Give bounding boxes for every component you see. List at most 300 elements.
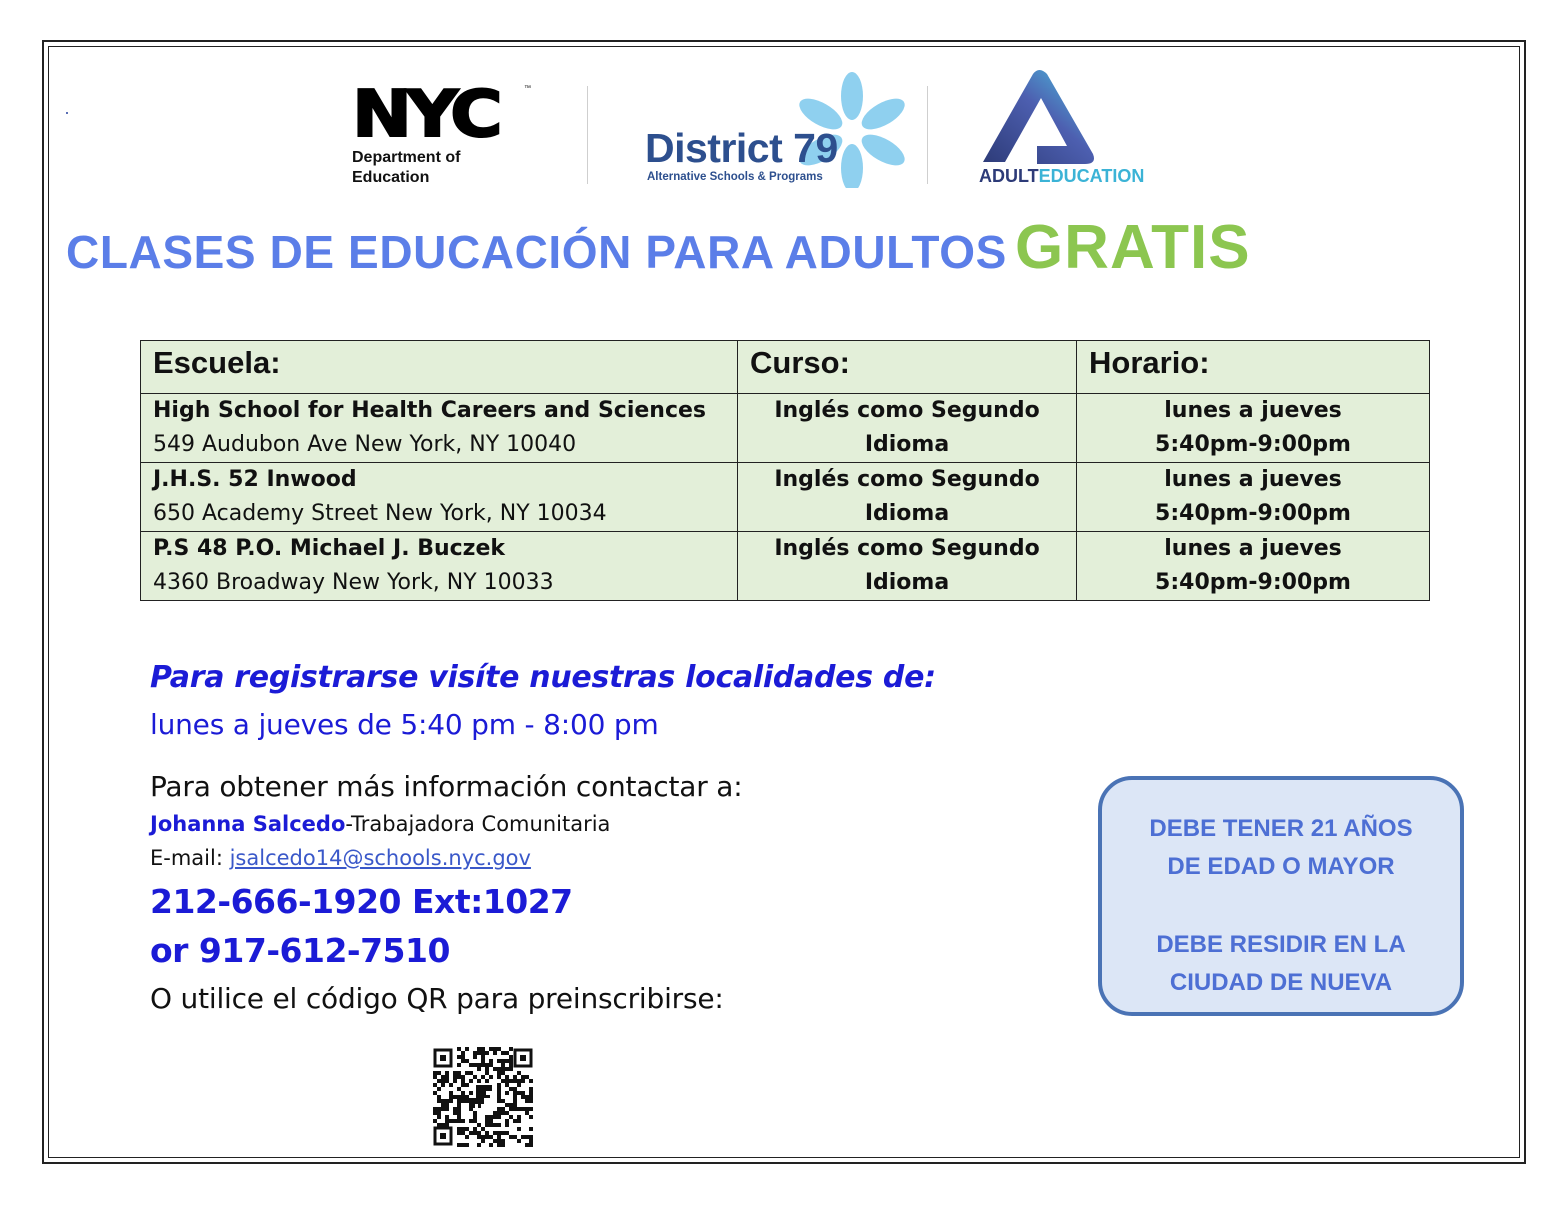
qr-module	[457, 1071, 461, 1075]
registration-hours: lunes a jueves de 5:40 pm - 8:00 pm	[150, 708, 659, 741]
qr-module	[477, 1131, 481, 1135]
qr-module	[505, 1079, 509, 1083]
qr-module	[517, 1119, 521, 1123]
qr-module	[497, 1087, 501, 1091]
qr-module	[497, 1067, 501, 1071]
qr-module	[497, 1059, 501, 1063]
qr-module	[445, 1115, 449, 1119]
qr-module	[433, 1111, 437, 1115]
qr-module	[489, 1115, 493, 1119]
qr-module	[489, 1143, 493, 1147]
adult-education-a-icon	[975, 68, 1105, 168]
qr-module	[505, 1111, 509, 1115]
qr-module	[485, 1051, 489, 1055]
qr-module	[457, 1103, 461, 1107]
table-row	[141, 463, 1430, 532]
schedule-time: 5:40pm-9:00pm	[1155, 432, 1351, 457]
qr-module	[509, 1063, 513, 1067]
phone-primary: 212-666-1920 Ext:1027	[150, 882, 573, 921]
qr-module	[477, 1143, 481, 1147]
qr-module	[473, 1131, 477, 1135]
qr-module	[501, 1143, 505, 1147]
qr-module	[509, 1047, 513, 1051]
qr-module	[469, 1119, 473, 1123]
course-line1: Inglés como Segundo	[774, 467, 1040, 492]
qr-module	[529, 1107, 533, 1111]
qr-module	[501, 1067, 505, 1071]
qr-module	[525, 1135, 529, 1139]
qr-module	[489, 1075, 493, 1079]
qr-module	[501, 1071, 505, 1075]
qr-module	[513, 1135, 517, 1139]
adult-education-wordmark	[979, 166, 1144, 187]
qr-module	[493, 1123, 497, 1127]
qr-module	[457, 1115, 461, 1119]
qr-module	[445, 1079, 449, 1083]
qr-module	[445, 1071, 449, 1075]
qr-module	[457, 1107, 461, 1111]
qr-module	[521, 1075, 525, 1079]
qr-module	[437, 1087, 441, 1091]
qr-module	[529, 1143, 533, 1147]
district79-logo	[642, 70, 922, 190]
qr-module	[453, 1071, 457, 1075]
qr-module	[501, 1111, 505, 1115]
schedule-days: lunes a jueves	[1164, 398, 1342, 423]
qr-module	[517, 1091, 521, 1095]
qr-module	[465, 1127, 469, 1131]
qr-module	[457, 1055, 461, 1059]
qr-module	[465, 1143, 469, 1147]
header-school: Escuela:	[141, 341, 738, 394]
qr-module	[469, 1091, 473, 1095]
qr-module	[457, 1099, 461, 1103]
qr-module	[445, 1123, 449, 1127]
qr-module	[501, 1063, 505, 1067]
course-line2: Idioma	[864, 501, 950, 526]
qr-module	[513, 1099, 517, 1103]
qr-module	[473, 1115, 477, 1119]
qr-module	[525, 1075, 529, 1079]
qr-module	[529, 1115, 533, 1119]
qr-module	[477, 1123, 481, 1127]
qr-module	[481, 1075, 485, 1079]
requirement-age-line2: DE EDAD O MAYOR	[1167, 853, 1395, 880]
qr-module	[529, 1139, 533, 1143]
qr-code[interactable]	[432, 1047, 534, 1147]
qr-module	[501, 1139, 505, 1143]
page-title	[66, 212, 1251, 283]
requirement-residence-line2: CIUDAD DE NUEVA	[1169, 969, 1393, 996]
qr-module	[485, 1115, 489, 1119]
qr-module	[485, 1123, 489, 1127]
qr-module	[469, 1063, 473, 1067]
qr-module	[437, 1107, 441, 1111]
qr-module	[513, 1087, 517, 1091]
qr-module	[497, 1131, 501, 1135]
school-cell	[141, 463, 738, 532]
qr-module	[433, 1091, 437, 1095]
qr-module	[457, 1075, 461, 1079]
qr-module	[529, 1091, 533, 1095]
nyc-doe-logo	[352, 78, 532, 190]
qr-module	[497, 1115, 501, 1119]
qr-module	[489, 1063, 493, 1067]
schedule-time: 5:40pm-9:00pm	[1155, 570, 1351, 595]
qr-module	[525, 1095, 529, 1099]
schedule-days: lunes a jueves	[1164, 536, 1342, 561]
contact-role: -Trabajadora Comunitaria	[345, 812, 611, 836]
qr-module	[525, 1099, 529, 1103]
qr-module	[477, 1079, 481, 1083]
logo-divider	[587, 86, 588, 184]
qr-module	[473, 1055, 477, 1059]
qr-module	[449, 1091, 453, 1095]
qr-module	[445, 1107, 449, 1111]
qr-module	[485, 1071, 489, 1075]
qr-module	[485, 1079, 489, 1083]
qr-module	[457, 1143, 461, 1147]
qr-module	[513, 1107, 517, 1111]
qr-module	[473, 1127, 477, 1131]
qr-module	[509, 1079, 513, 1083]
logo-divider	[927, 86, 928, 184]
qr-module	[473, 1051, 477, 1055]
qr-module	[493, 1111, 497, 1115]
qr-module	[501, 1107, 505, 1111]
qr-module	[453, 1111, 457, 1115]
qr-module	[437, 1071, 441, 1075]
qr-module	[497, 1135, 501, 1139]
qr-module	[517, 1139, 521, 1143]
qr-module	[461, 1083, 465, 1087]
table-header-row	[141, 341, 1430, 394]
qr-module	[441, 1075, 445, 1079]
qr-module	[461, 1099, 465, 1103]
qr-module	[517, 1107, 521, 1111]
qr-module	[485, 1131, 489, 1135]
qr-module	[493, 1139, 497, 1143]
email-link[interactable]: jsalcedo14@schools.nyc.gov	[229, 846, 531, 870]
qr-module	[489, 1135, 493, 1139]
qr-module	[513, 1079, 517, 1083]
qr-module	[457, 1111, 461, 1115]
qr-module	[473, 1063, 477, 1067]
qr-module	[517, 1115, 521, 1119]
requirements-box	[1098, 776, 1464, 1016]
qr-module	[509, 1055, 513, 1059]
qr-module	[497, 1143, 501, 1147]
qr-module	[453, 1107, 457, 1111]
qr-module	[481, 1063, 485, 1067]
qr-module	[481, 1127, 485, 1131]
qr-module	[437, 1095, 441, 1099]
qr-module	[529, 1079, 533, 1083]
course-cell	[738, 394, 1077, 463]
district79-tagline: Alternative Schools & Programs	[647, 171, 823, 183]
qr-module	[469, 1071, 473, 1075]
qr-module	[509, 1067, 513, 1071]
contact-person	[150, 812, 610, 836]
qr-module	[521, 1079, 525, 1083]
qr-module	[497, 1099, 501, 1103]
qr-module	[449, 1095, 453, 1099]
qr-module	[445, 1099, 449, 1103]
qr-module	[461, 1051, 465, 1055]
qr-module	[465, 1059, 469, 1063]
table-row	[141, 532, 1430, 601]
qr-module	[453, 1095, 457, 1099]
qr-module	[453, 1075, 457, 1079]
course-cell	[738, 532, 1077, 601]
qr-module	[505, 1103, 509, 1107]
qr-module	[529, 1087, 533, 1091]
qr-module	[525, 1107, 529, 1111]
qr-module	[493, 1115, 497, 1119]
qr-module	[453, 1119, 457, 1123]
qr-module	[501, 1131, 505, 1135]
qr-module	[457, 1087, 461, 1091]
qr-module	[437, 1079, 441, 1083]
qr-module	[505, 1067, 509, 1071]
qr-module	[509, 1115, 513, 1119]
qr-module	[489, 1123, 493, 1127]
schedule-table	[140, 340, 1430, 601]
qr-module	[481, 1051, 485, 1055]
phone-secondary: or 917-612-7510	[150, 931, 450, 970]
header-course: Curso:	[738, 341, 1077, 394]
qr-module	[433, 1083, 437, 1087]
qr-module	[513, 1075, 517, 1079]
qr-module	[509, 1103, 513, 1107]
nyc-doe-line2: Education	[352, 169, 430, 186]
qr-module	[497, 1091, 501, 1095]
header-schedule: Horario:	[1077, 341, 1430, 394]
qr-module	[485, 1135, 489, 1139]
qr-module	[465, 1083, 469, 1087]
qr-module	[513, 1095, 517, 1099]
qr-module	[521, 1091, 525, 1095]
qr-module	[445, 1075, 449, 1079]
qr-module	[505, 1051, 509, 1055]
school-cell	[141, 532, 738, 601]
course-line1: Inglés como Segundo	[774, 398, 1040, 423]
qr-module	[489, 1047, 493, 1051]
qr-module	[513, 1103, 517, 1107]
qr-module	[473, 1075, 477, 1079]
qr-module	[445, 1119, 449, 1123]
qr-module	[465, 1095, 469, 1099]
qr-module	[517, 1071, 521, 1075]
qr-module	[437, 1115, 441, 1119]
qr-module	[497, 1107, 501, 1111]
nyc-wordmark: NYC	[352, 78, 498, 152]
qr-module	[505, 1075, 509, 1079]
qr-module	[481, 1059, 485, 1063]
schedule-cell	[1077, 532, 1430, 601]
qr-module	[461, 1055, 465, 1059]
qr-module	[517, 1083, 521, 1087]
qr-module	[529, 1095, 533, 1099]
qr-module	[457, 1127, 461, 1131]
qr-module	[457, 1047, 461, 1051]
schedule-cell	[1077, 394, 1430, 463]
nyc-doe-line1: Department of	[352, 149, 461, 166]
qr-module	[441, 1099, 445, 1103]
qr-module	[509, 1135, 513, 1139]
course-line2: Idioma	[864, 432, 950, 457]
school-name: P.S 48 P.O. Michael J. Buczek	[153, 536, 506, 561]
qr-module	[461, 1075, 465, 1079]
qr-module	[441, 1083, 445, 1087]
qr-module	[493, 1131, 497, 1135]
schedule-days: lunes a jueves	[1164, 467, 1342, 492]
qr-module	[485, 1063, 489, 1067]
registration-heading: Para registrarse visíte nuestras localidades de:	[150, 660, 936, 695]
qr-module	[505, 1059, 509, 1063]
qr-module	[529, 1135, 533, 1139]
school-address: 549 Audubon Ave New York, NY 10040	[153, 432, 577, 457]
qr-module	[481, 1055, 485, 1059]
qr-module	[485, 1119, 489, 1123]
qr-module	[465, 1099, 469, 1103]
qr-module	[449, 1119, 453, 1123]
qr-module	[481, 1135, 485, 1139]
qr-module	[461, 1095, 465, 1099]
adult-education-logo	[975, 68, 1195, 190]
qr-module	[461, 1119, 465, 1123]
qr-module	[493, 1047, 497, 1051]
qr-module	[461, 1143, 465, 1147]
course-cell	[738, 463, 1077, 532]
school-address: 4360 Broadway New York, NY 10033	[153, 570, 554, 595]
qr-module	[469, 1079, 473, 1083]
adult-education-part2: EDUCATION	[1038, 166, 1145, 186]
qr-module	[457, 1063, 461, 1067]
qr-module	[469, 1131, 473, 1135]
title-highlight: GRATIS	[1014, 213, 1251, 282]
school-cell	[141, 394, 738, 463]
qr-module	[513, 1119, 517, 1123]
qr-module	[497, 1083, 501, 1087]
qr-module	[505, 1123, 509, 1127]
qr-module	[521, 1095, 525, 1099]
qr-module	[501, 1051, 505, 1055]
qr-module	[497, 1111, 501, 1115]
qr-module	[481, 1139, 485, 1143]
email-label: E-mail:	[150, 846, 230, 870]
qr-module	[505, 1083, 509, 1087]
qr-module	[433, 1071, 437, 1075]
qr-module	[497, 1123, 501, 1127]
qr-module	[477, 1067, 481, 1071]
qr-module	[477, 1135, 481, 1139]
contact-lead: Para obtener más información contactar a:	[150, 770, 743, 803]
qr-module	[461, 1131, 465, 1135]
adult-education-part1: ADULT	[979, 166, 1039, 186]
qr-module	[497, 1075, 501, 1079]
qr-module	[457, 1095, 461, 1099]
qr-module	[497, 1139, 501, 1143]
qr-module	[501, 1079, 505, 1083]
qr-module	[497, 1047, 501, 1051]
qr-module	[433, 1075, 437, 1079]
qr-module	[513, 1091, 517, 1095]
qr-module	[441, 1103, 445, 1107]
qr-module	[493, 1051, 497, 1055]
qr-module	[505, 1091, 509, 1095]
qr-module	[437, 1111, 441, 1115]
qr-module	[465, 1071, 469, 1075]
qr-module	[433, 1119, 437, 1123]
requirement-residence-line1: DEBE RESIDIR EN LA	[1156, 931, 1406, 958]
qr-module	[465, 1047, 469, 1051]
qr-module	[509, 1107, 513, 1111]
qr-module	[485, 1067, 489, 1071]
qr-module	[473, 1119, 477, 1123]
qr-module	[477, 1047, 481, 1051]
qr-module	[501, 1099, 505, 1103]
qr-module	[465, 1135, 469, 1139]
qr-module	[497, 1095, 501, 1099]
school-name: High School for Health Careers and Sciences	[153, 398, 707, 423]
qr-module	[477, 1063, 481, 1067]
qr-module	[493, 1067, 497, 1071]
qr-module	[481, 1047, 485, 1051]
school-name: J.H.S. 52 Inwood	[153, 467, 357, 492]
qr-module	[505, 1131, 509, 1135]
qr-module	[477, 1051, 481, 1055]
qr-module	[529, 1127, 533, 1131]
qr-module	[489, 1119, 493, 1123]
qr-module	[525, 1111, 529, 1115]
qr-module	[521, 1135, 525, 1139]
qr-module	[449, 1083, 453, 1087]
email-line	[150, 846, 531, 870]
requirement-age-line1: DEBE TENER 21 AÑOS	[1149, 815, 1413, 842]
qr-module	[489, 1059, 493, 1063]
qr-module	[521, 1107, 525, 1111]
qr-module	[509, 1059, 513, 1063]
qr-module	[517, 1127, 521, 1131]
schedule-cell	[1077, 463, 1430, 532]
qr-module	[453, 1079, 457, 1083]
qr-module	[457, 1119, 461, 1123]
qr-module	[525, 1143, 529, 1147]
qr-module	[461, 1079, 465, 1083]
contact-name: Johanna Salcedo	[150, 812, 346, 836]
course-line2: Idioma	[864, 570, 950, 595]
qr-module	[497, 1071, 501, 1075]
title-main: CLASES DE EDUCACIÓN PARA ADULTOS	[66, 226, 1007, 278]
qr-module	[449, 1099, 453, 1103]
qr-module	[461, 1059, 465, 1063]
qr-lead: O utilice el código QR para preinscribirse:	[150, 982, 724, 1015]
trademark-symbol: ™	[524, 85, 531, 92]
qr-module	[441, 1107, 445, 1111]
qr-module	[437, 1123, 441, 1127]
qr-module	[441, 1079, 445, 1083]
qr-module	[509, 1087, 513, 1091]
qr-module	[505, 1119, 509, 1123]
qr-module	[433, 1107, 437, 1111]
district79-name: District 79	[645, 125, 838, 171]
qr-module	[517, 1079, 521, 1083]
course-line1: Inglés como Segundo	[774, 536, 1040, 561]
qr-module	[473, 1111, 477, 1115]
school-address: 650 Academy Street New York, NY 10034	[153, 501, 607, 526]
qr-module	[461, 1127, 465, 1131]
